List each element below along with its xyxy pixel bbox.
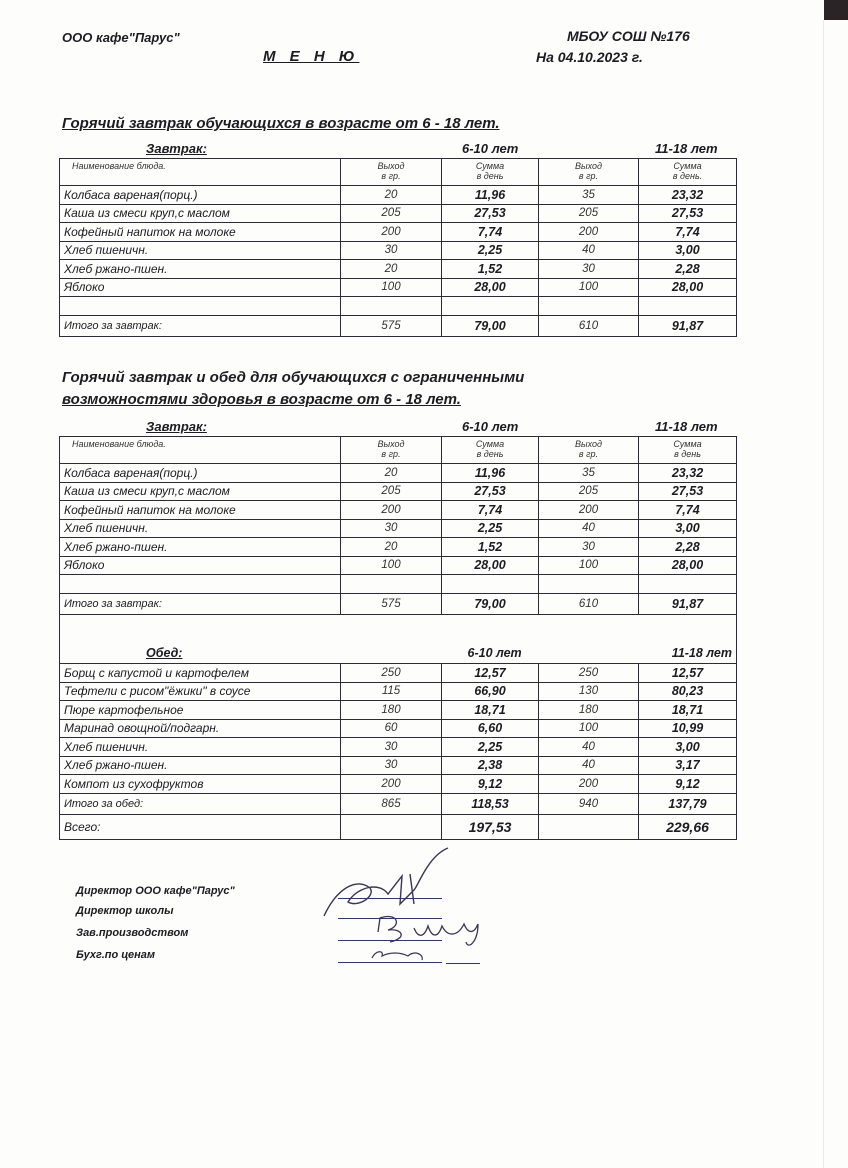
blank-row bbox=[60, 297, 737, 316]
section1-age-young: 6-10 лет bbox=[462, 141, 519, 156]
col-header-yield-old: Выход в гр. bbox=[539, 159, 639, 186]
signature-label-school-director: Директор школы bbox=[76, 905, 174, 917]
table-row: Хлеб пшеничн. 30 2,25 40 3,00 bbox=[60, 738, 737, 757]
col-header-yield-old: Выход в гр. bbox=[539, 437, 639, 464]
table-row: Хлеб пшеничн. 30 2,25 40 3,00 bbox=[60, 241, 737, 260]
total-row: Итого за обед: 865 118,53 940 137,79 bbox=[60, 793, 737, 814]
col-header-yield-young: Выход в гр. bbox=[341, 159, 442, 186]
breakfast-lunch-table-2 bbox=[59, 436, 737, 840]
table-row: Кофейный напиток на молоке 200 7,74 200 7,74 bbox=[60, 223, 737, 242]
col-header-sum-old: Сумма в день bbox=[639, 437, 737, 464]
section2-title-line2: возможностями здоровья в возрасте от 6 - 18 лет. bbox=[62, 391, 461, 408]
total-row: Итого за завтрак: 575 79,00 610 91,87 bbox=[60, 316, 737, 337]
section2-age-young: 6-10 лет bbox=[462, 419, 519, 434]
table-row: Хлеб ржано-пшен. 20 1,52 30 2,28 bbox=[60, 260, 737, 279]
table-row: Маринад овощной/подгарн. 60 6,60 100 10,99 bbox=[60, 719, 737, 738]
table-row: Хлеб ржано-пшен. 20 1,52 30 2,28 bbox=[60, 538, 737, 557]
col-header-name: Наименование блюда. bbox=[60, 437, 341, 464]
table-row: Яблоко 100 28,00 100 28,00 bbox=[60, 556, 737, 575]
table-row: Компот из сухофруктов 200 9,12 200 9,12 bbox=[60, 775, 737, 794]
col-header-sum-young: Сумма в день bbox=[442, 159, 539, 186]
school-name: МБОУ СОШ №176 bbox=[567, 28, 690, 44]
signature-label-production-head: Зав.производством bbox=[76, 927, 189, 939]
table-row: Каша из смеси круп,с маслом 205 27,53 205 27,53 bbox=[60, 204, 737, 223]
section2-breakfast-label: Завтрак: bbox=[146, 419, 207, 434]
table-row: Хлеб ржано-пшен. 30 2,38 40 3,17 bbox=[60, 756, 737, 775]
col-header-yield-young: Выход в гр. bbox=[341, 437, 442, 464]
table-row: Тефтели с рисом"ёжики" в соусе 115 66,90 130 80,23 bbox=[60, 682, 737, 701]
section2-age-old: 11-18 лет bbox=[655, 419, 718, 434]
table-row: Колбаса вареная(порц.) 20 11,96 35 23,32 bbox=[60, 186, 737, 205]
signature-label-accountant: Бухг.по ценам bbox=[76, 949, 155, 961]
scan-edge-line bbox=[823, 20, 824, 1168]
breakfast-table-1 bbox=[59, 158, 737, 337]
page-title: М Е Н Ю bbox=[263, 48, 360, 65]
grand-total-row: Всего: 197,53 229,66 bbox=[60, 814, 737, 839]
company-name: ООО кафе"Парус" bbox=[62, 30, 180, 45]
table-header-row bbox=[60, 159, 737, 186]
handwritten-signatures-icon bbox=[318, 846, 518, 966]
lunch-age-old: 11-18 лет bbox=[639, 643, 737, 664]
blank-row bbox=[60, 575, 737, 594]
lunch-age-young: 6-10 лет bbox=[442, 643, 639, 664]
menu-date: На 04.10.2023 г. bbox=[536, 49, 643, 65]
col-header-sum-old: Сумма в день. bbox=[639, 159, 737, 186]
table-row: Каша из смеси круп,с маслом 205 27,53 205 27,53 bbox=[60, 482, 737, 501]
section1-title: Горячий завтрак обучающихся в возрасте от 6 - 18 лет. bbox=[62, 115, 500, 132]
table-row: Борщ с капустой и картофелем 250 12,57 250 12,57 bbox=[60, 664, 737, 683]
section1-meal-label: Завтрак: bbox=[146, 141, 207, 156]
table-header-row bbox=[60, 437, 737, 464]
col-header-sum-young: Сумма в день bbox=[442, 437, 539, 464]
table-row: Хлеб пшеничн. 30 2,25 40 3,00 bbox=[60, 519, 737, 538]
table-row: Яблоко 100 28,00 100 28,00 bbox=[60, 278, 737, 297]
table-row: Пюре картофельное 180 18,71 180 18,71 bbox=[60, 701, 737, 720]
col-header-name: Наименование блюда. bbox=[60, 159, 341, 186]
scan-edge-shadow bbox=[824, 0, 848, 20]
lunch-spacer-row bbox=[60, 615, 737, 644]
section1-age-old: 11-18 лет bbox=[655, 141, 718, 156]
total-row: Итого за завтрак: 575 79,00 610 91,87 bbox=[60, 594, 737, 615]
signature-label-cafe-director: Директор ООО кафе"Парус" bbox=[76, 885, 235, 897]
section2-title-line1: Горячий завтрак и обед для обучающихся с ограниченными bbox=[62, 369, 525, 386]
table-row: Кофейный напиток на молоке 200 7,74 200 7,74 bbox=[60, 501, 737, 520]
lunch-label: Обед: bbox=[146, 646, 183, 660]
table-row: Колбаса вареная(порц.) 20 11,96 35 23,32 bbox=[60, 464, 737, 483]
lunch-header-row bbox=[60, 643, 737, 664]
